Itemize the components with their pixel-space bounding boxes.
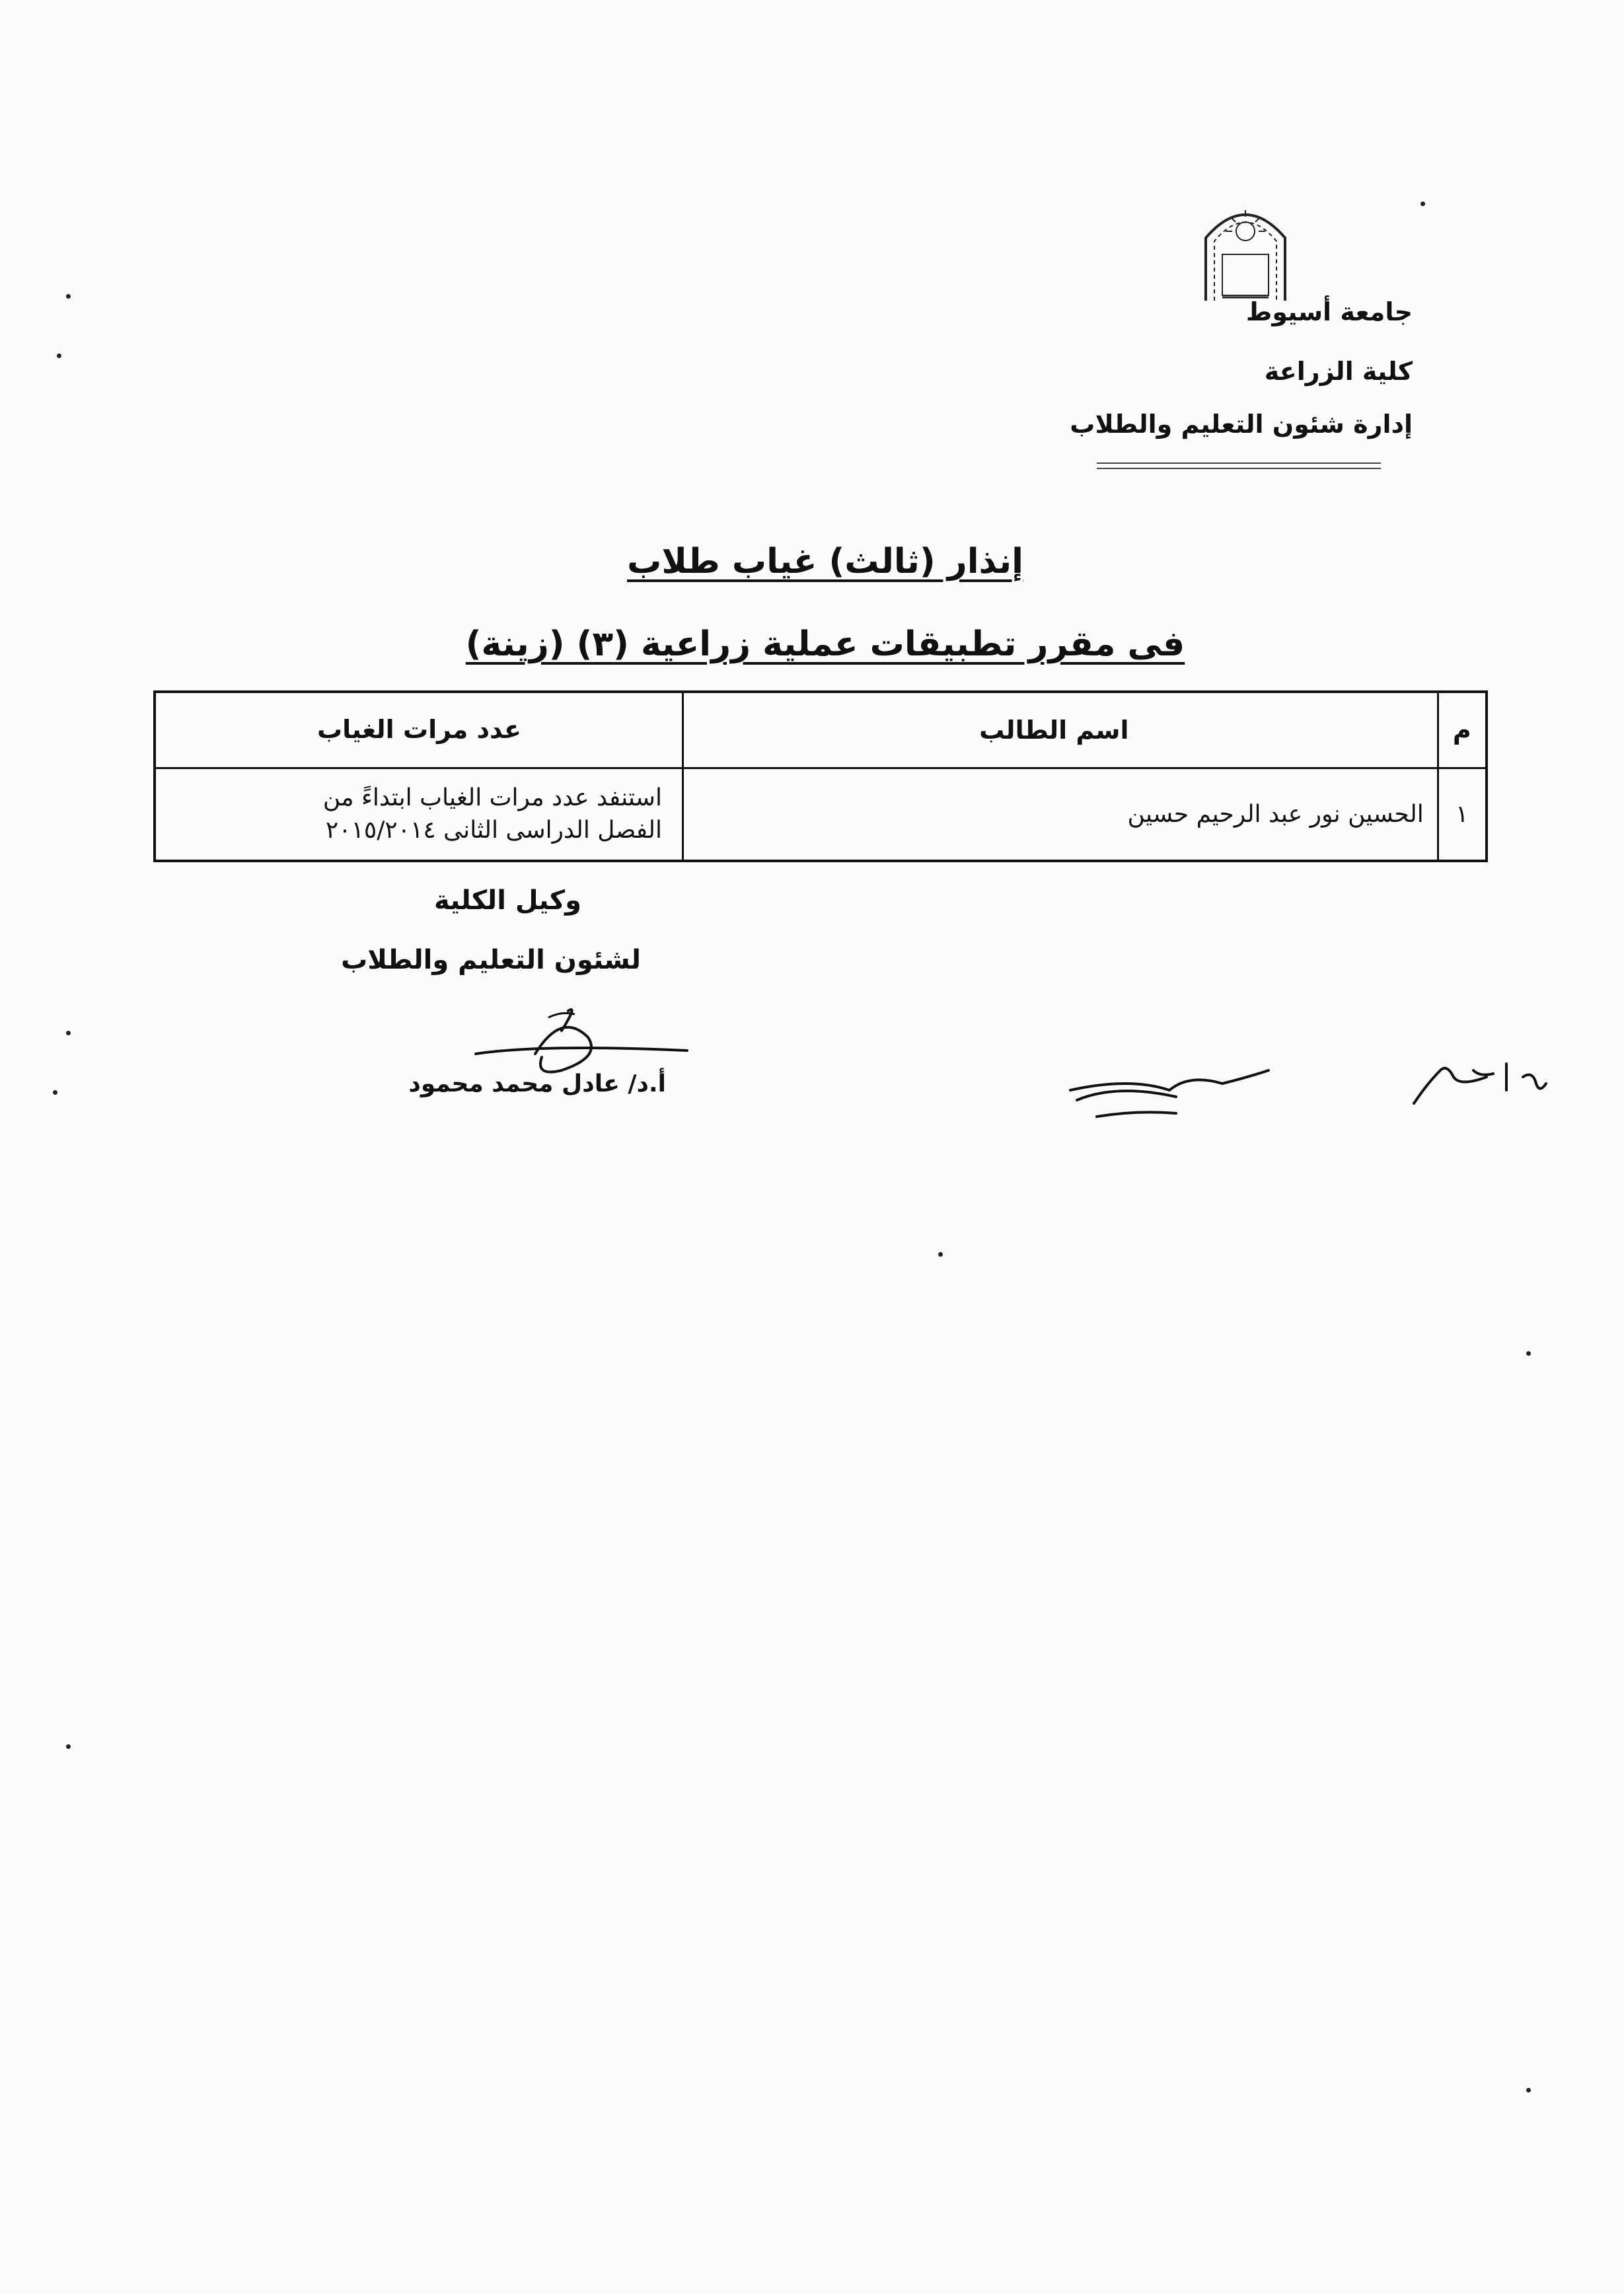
- absence-status: [155, 768, 683, 862]
- row-number: ١: [1438, 768, 1487, 862]
- header-student-name: اسم الطالب: [683, 692, 1438, 768]
- warning-title: إنذار (ثالث) غياب طلاب: [627, 542, 1023, 581]
- handwritten-initials: [1401, 1037, 1559, 1117]
- header-absence-count: عدد مرات الغياب: [155, 692, 683, 768]
- header-number: م: [1438, 692, 1487, 768]
- dean-signature: [462, 991, 700, 1090]
- signatory-title: وكيل الكلية: [434, 885, 581, 916]
- scan-speck: [66, 1031, 71, 1035]
- absence-status-line1: استنفد عدد مرات الغياب ابتداءً من: [322, 784, 662, 811]
- signatory-department: لشئون التعليم والطلاب: [341, 945, 641, 975]
- handwritten-signature: [1057, 1051, 1275, 1136]
- student-name: الحسين نور عبد الرحيم حسين: [683, 768, 1438, 862]
- scan-speck: [57, 353, 61, 358]
- course-title: فى مقرر تطبيقات عملية زراعية (٣) (زينة): [465, 624, 1185, 664]
- scan-speck: [66, 294, 71, 299]
- scan-speck: [1526, 2088, 1531, 2092]
- header-divider: [1097, 462, 1381, 474]
- scan-speck: [1421, 202, 1425, 206]
- table-row: [155, 768, 1487, 862]
- scan-speck: [66, 1744, 71, 1749]
- university-name: جامعة أسيوط: [1245, 297, 1413, 326]
- signatory-name: أ.د/ عادل محمد محمود: [408, 1070, 666, 1097]
- absence-table: [153, 690, 1488, 862]
- scan-speck: [1526, 1351, 1531, 1356]
- department-name: إدارة شئون التعليم والطلاب: [1070, 410, 1413, 439]
- scan-speck: [53, 1090, 57, 1095]
- table-header-row: [155, 692, 1487, 768]
- absence-status-line2: الفصل الدراسى الثانى ٢٠١٥/٢٠١٤: [325, 816, 662, 844]
- university-logo: [1196, 198, 1295, 304]
- faculty-name: كلية الزراعة: [1264, 357, 1413, 386]
- scan-speck: [938, 1252, 943, 1257]
